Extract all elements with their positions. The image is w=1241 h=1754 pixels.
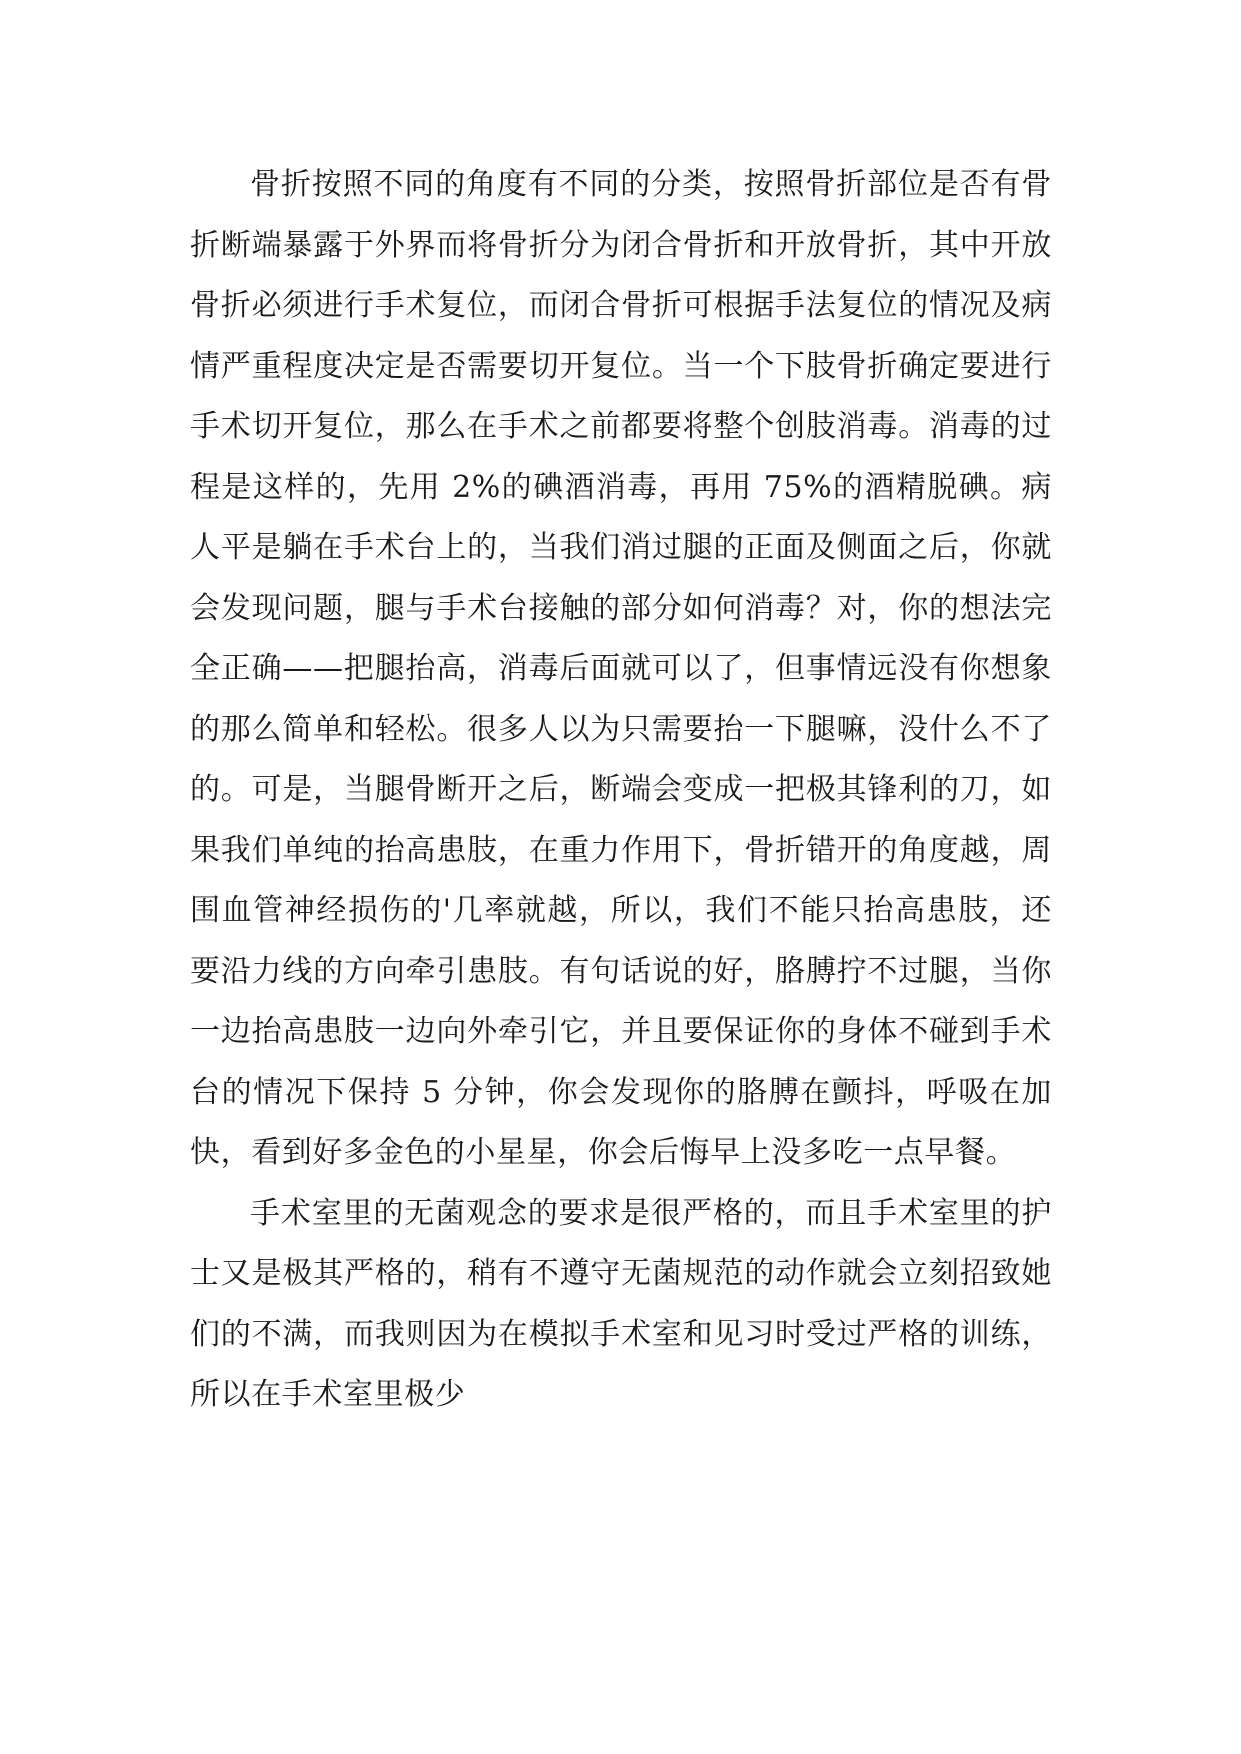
paragraph-operating-room-sterility: 手术室里的无菌观念的要求是很严格的，而且手术室里的护士又是极其严格的，稍有不遵守无菌规范的动作就会立刻招致她们的不满，而我则因为在模拟手术室和见习时受过严格的训练，所以在手术室里极少 [190,1195,1052,1412]
paragraph-fracture-disinfection: 骨折按照不同的角度有不同的分类，按照骨折部位是否有骨折断端暴露于外界而将骨折分为闭合骨折和开放骨折，其中开放骨折必须进行手术复位，而闭合骨折可根据手法复位的情况及病情严重程度决定是否需要切开复位。当一个下肢骨折确定要进行手术切开复位，那么在手术之前都要将整个创肢消毒。消毒的过程是这样的，先用 2%的碘酒消毒，再用 75%的酒精脱碘。病人平是躺在手术台上的，当我们消过腿的正面及侧面之后，你就会发现问题，腿与手术台接触的部分如何消毒？对，你的想法完全正确——把腿抬高，消毒后面就可以了，但事情远没有你想象的那么简单和轻松。很多人以为只需要抬一下腿嘛，没什么不了的。可是，当腿骨断开之后，断端会变成一把极其锋利的刀，如果我们单纯的抬高患肢，在重力作用下，骨折错开的角度越，周围血管神经损伤的'几率就越，所以，我们不能只抬高患肢，还要沿力线的方向牵引患肢。有句话说的好，胳膊拧不过腿，当你一边抬高患肢一边向外牵引它，并且要保证你的身体不碰到手术台的情况下保持 5 分钟，你会发现你的胳膊在颤抖，呼吸在加快，看到好多金色的小星星，你会后悔早上没多吃一点早餐。 [190,167,1053,1170]
document-body [190,155,1052,1426]
